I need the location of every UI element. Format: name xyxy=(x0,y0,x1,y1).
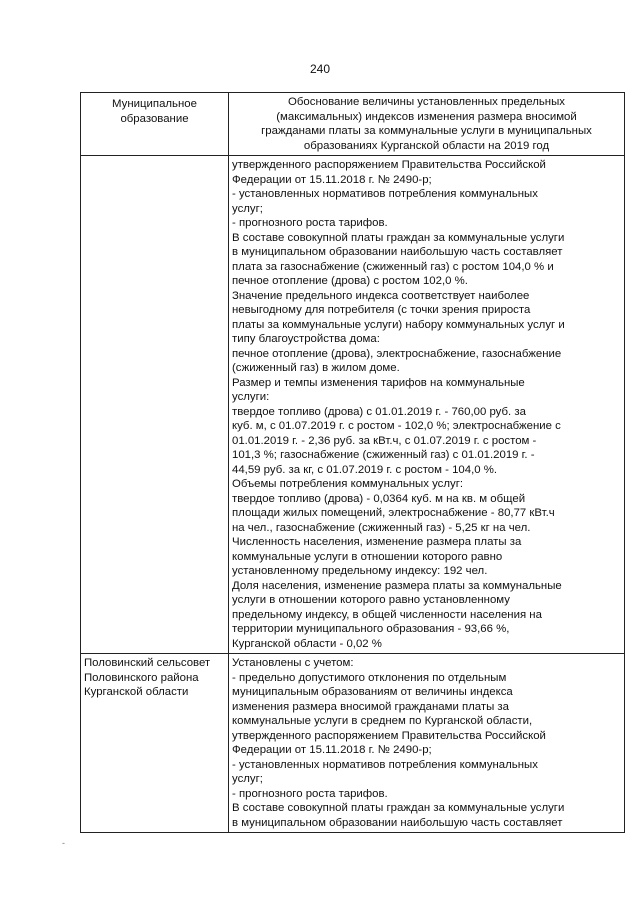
page-number: 240 xyxy=(309,62,331,76)
text-line: Половинского района xyxy=(84,671,199,684)
text-line: куб. м, с 01.07.2019 г. с ростом - 102,0 %; электроснабжение с xyxy=(232,420,561,432)
text-line: В составе совокупной платы граждан за коммунальные услуги xyxy=(232,231,565,244)
text-line: невыгодному для потребителя (с точки зрения прироста xyxy=(232,304,531,316)
justification-cell xyxy=(229,156,625,654)
text-line: 01.01.2019 г. - 2,36 руб. за кВт.ч, с 01.07.2019 г. с ростом - xyxy=(232,434,537,447)
text-line: Размер и темпы изменения тарифов на коммунальные xyxy=(232,376,525,389)
text-line: установленному предельному индексу: 192 чел. xyxy=(232,565,488,577)
text-line: - прогнозного роста тарифов. xyxy=(232,217,388,229)
text-line: Половинский сельсовет xyxy=(84,657,211,669)
header-justification-line: (максимальных) индексов изменения размера вносимой xyxy=(276,110,577,123)
scan-mark: - xyxy=(62,838,65,848)
text-line: на чел., газоснабжение (сжиженный газ) - 5,25 кг на чел. xyxy=(232,521,531,534)
text-line: площади жилых помещений, электроснабжение - 80,77 кВт.ч xyxy=(232,507,555,519)
text-line: муниципальным образованиям от величины индекса xyxy=(232,686,513,698)
justification-cell xyxy=(229,654,625,833)
text-line: Федерации от 15.11.2018 г. № 2490-р; xyxy=(232,744,432,756)
header-justification-line: образованиях Курганской области на 2019 год xyxy=(303,139,550,152)
text-line: изменения размера вносимой гражданами платы за xyxy=(232,700,509,713)
text-line: - установленных нормативов потребления коммунальных xyxy=(232,758,538,771)
text-line: утвержденного распоряжением Правительства Российской xyxy=(232,729,546,742)
text-line: Численность населения, изменение размера платы за xyxy=(232,536,522,548)
header-municipality-line: образование xyxy=(120,112,189,125)
header-municipality xyxy=(81,93,229,156)
header-justification-line: гражданами платы за коммунальные услуги в муниципальных xyxy=(261,125,592,137)
header-municipality-line: Муниципальное xyxy=(112,98,197,110)
header-justification-line: Обоснование величины установленных предельных xyxy=(288,96,565,108)
text-line: печное отопление (дрова) с ростом 102,0 %. xyxy=(232,275,468,287)
text-line: услуги: xyxy=(232,391,270,403)
text-line: твердое топливо (дрова) - 0,0364 куб. м на кв. м общей xyxy=(232,492,526,505)
text-line: в муниципальном образовании наибольшую часть составляет xyxy=(232,816,563,829)
text-line: утвержденного распоряжением Правительства Российской xyxy=(232,159,546,171)
text-line: Курганской области xyxy=(84,686,189,698)
text-line: Значение предельного индекса соответствует наиболее xyxy=(232,289,530,302)
text-line: услуги в отношении которого равно установленному xyxy=(232,594,510,606)
text-line: типу благоустройства дома: xyxy=(232,333,380,345)
text-line: - прогнозного роста тарифов. xyxy=(232,787,388,800)
text-line: Курганской области - 0,02 % xyxy=(232,637,382,650)
text-line: Объемы потребления коммунальных услуг: xyxy=(232,478,464,490)
text-line: услуг; xyxy=(232,202,263,215)
text-line: - установленных нормативов потребления коммунальных xyxy=(232,188,538,200)
tariff-table xyxy=(80,92,625,833)
text-line: услуг; xyxy=(232,773,263,785)
text-line: предельному индексу, в общей численности населения на xyxy=(232,608,542,621)
text-line: 44,59 руб. за кг, с 01.07.2019 г. с ростом - 104,0 %. xyxy=(232,463,498,476)
table-row xyxy=(81,654,625,833)
table-row xyxy=(81,156,625,654)
text-line: печное отопление (дрова), электроснабжение, газоснабжение xyxy=(232,347,562,360)
text-line: коммунальные услуги в среднем по Курганской области, xyxy=(232,715,533,727)
text-line: Федерации от 15.11.2018 г. № 2490-р; xyxy=(232,173,432,186)
text-line: территории муниципального образования - 93,66 %, xyxy=(232,623,510,635)
text-line: платы за коммунальные услуги) набору коммунальных услуг и xyxy=(232,318,565,331)
text-line: В составе совокупной платы граждан за коммунальные услуги xyxy=(232,802,565,814)
text-line: - предельно допустимого отклонения по отдельным xyxy=(232,671,507,684)
header-justification xyxy=(229,93,625,156)
text-line: твердое топливо (дрова) с 01.01.2019 г. - 760,00 руб. за xyxy=(232,405,526,418)
text-line: в муниципальном образовании наибольшую часть составляет xyxy=(232,246,563,258)
text-line: коммунальные услуги в отношении которого равно xyxy=(232,550,503,563)
text-line: плата за газоснабжение (сжиженный газ) с ростом 104,0 % и xyxy=(232,260,554,273)
municipality-cell xyxy=(81,156,229,654)
text-line: 101,3 %; газоснабжение (сжиженный газ) с 01.01.2019 г. - xyxy=(232,449,535,461)
table-header-row xyxy=(81,93,625,156)
municipality-cell xyxy=(81,654,229,833)
text-line: Установлены с учетом: xyxy=(232,657,354,669)
text-line: (сжиженный газ) в жилом доме. xyxy=(232,362,400,374)
text-line: Доля населения, изменение размера платы за коммунальные xyxy=(232,579,562,592)
